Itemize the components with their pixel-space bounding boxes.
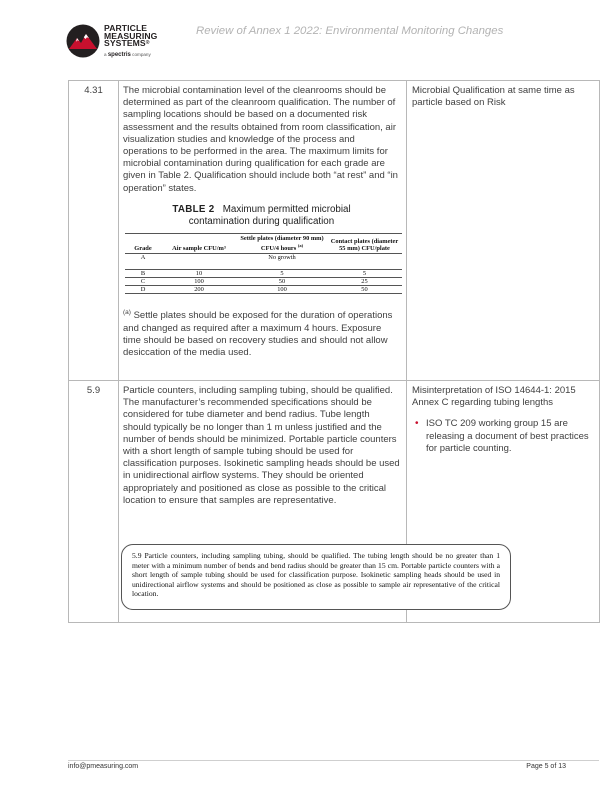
microbial-table-row — [125, 270, 402, 278]
table-2-caption — [123, 204, 400, 228]
table-2-label: TABLE 2 — [172, 203, 215, 215]
header-settle-note: (a) — [297, 243, 304, 249]
contact-cell: 5 — [327, 270, 402, 278]
footnote-text: Settle plates should be exposed for the duration of operations and changed as required after a maximum 4 hours. Exposure time should be based on recovery studies and should not allow desiccation of the media used. — [123, 310, 393, 358]
microbial-table-row — [125, 278, 402, 286]
logo-registered-mark: ® — [145, 40, 150, 47]
company-logo — [66, 22, 196, 62]
clause-number: 5.9 — [69, 381, 119, 623]
logo-wordmark — [104, 25, 157, 48]
comment-cell — [407, 81, 600, 381]
microbial-table-row — [125, 254, 402, 270]
settle-cell: 100 — [237, 286, 327, 294]
logo-line-1: PARTICLE — [104, 23, 148, 33]
list-item: • ISO TC 209 working group 15 are releasing a document of best practices for particle counting. — [412, 418, 595, 455]
comment-text: Microbial Qualification at same time as particle based on Risk — [412, 85, 575, 109]
clause-text: The microbial contamination level of the cleanrooms should be determined as part of the cleanroom qualification. The number of sampling locations should be based on a documented risk assessment and the results obtained from room classification, air visualization studies and knowledge of the process and operations to be performed in the area. The maximum limits for microbial contamination during qualification for each grade are given in Table 2. Qualification should include both “at rest” and “in operation” states. — [123, 85, 398, 194]
table-2-caption-line-1: Maximum permitted microbial — [222, 203, 351, 215]
page-number: Page 5 of 13 — [526, 763, 566, 770]
microbial-table-header-row — [125, 234, 402, 254]
grade-cell: B — [125, 270, 161, 278]
header-settle-text: Settle plates (diameter 90 mm) CFU/4 hours — [240, 235, 324, 253]
microbial-limits-table — [125, 233, 402, 294]
settle-cell: No growth — [237, 254, 327, 270]
footnote-mark: (a) — [123, 309, 131, 317]
page-header — [66, 22, 586, 62]
grade-cell: A — [125, 254, 161, 270]
table-2-caption-line-2: contamination during qualification — [188, 216, 335, 228]
settle-cell: 5 — [237, 270, 327, 278]
clause-text: Particle counters, including sampling tubing, should be qualified. The manufacturer’s recommended specifications should be considered for tube diameter and bend radius. Tube length should typically be no longer than 1 m unless justified and the number of bends should be minimized. Portable particle counters with a short length of sample tubing should be used for classification purposes. Isokinetic sampling heads should be used in unidirectional airflow systems. They should be oriented appropriately and positioned as close as possible to the critical location to ensure that samples are representative. — [123, 385, 400, 506]
clause-number: 4.31 — [69, 81, 119, 381]
air-cell: 200 — [161, 286, 237, 294]
contact-cell — [327, 254, 402, 270]
grade-cell: D — [125, 286, 161, 294]
logo-mountain-icon — [66, 24, 100, 58]
annex-comparison-table — [68, 80, 600, 623]
footer-email: info@pmeasuring.com — [68, 763, 139, 770]
grade-cell: C — [125, 278, 161, 286]
header-settle-plates — [237, 234, 327, 254]
comment-text: Misinterpretation of ISO 14644-1: 2015 Annex C regarding tubing lengths — [412, 385, 576, 409]
logo-sub-prefix: a — [104, 52, 107, 57]
settle-cell: 50 — [237, 278, 327, 286]
header-contact-plates: Contact plates (diameter 55 mm) CFU/plate — [327, 234, 402, 254]
air-cell: 10 — [161, 270, 237, 278]
header-grade: Grade — [125, 234, 161, 254]
logo-sub-brand: spectris — [107, 52, 131, 58]
table-2-footnote — [123, 310, 400, 359]
microbial-table-row — [125, 286, 402, 294]
logo-subline — [104, 52, 151, 58]
contact-cell: 25 — [327, 278, 402, 286]
air-cell — [161, 254, 237, 270]
footer-divider — [68, 760, 599, 761]
air-cell: 100 — [161, 278, 237, 286]
quoted-original-text-box: 5.9 Particle counters, including sampling tubing, should be qualified. The tubing length should be no greater than 1 meter with a minimum number of bends and bend radius should be greater than 15 cm. Portable particle counters with a short length of sample tubing should be used for classification purpose. Isokinetic sampling heads should be used in unidirectional airflow systems and should be positioned as close as possible to sample air representative of the critical location. — [121, 544, 511, 610]
logo-line-2: MEASURING — [104, 30, 158, 41]
logo-line-3: SYSTEMS — [104, 38, 146, 49]
contact-cell: 50 — [327, 286, 402, 294]
table-row — [69, 81, 600, 381]
clause-text-cell — [119, 81, 407, 381]
header-air-sample: Air sample CFU/m³ — [161, 234, 237, 254]
comment-bullet-list — [412, 418, 595, 455]
document-title: Review of Annex 1 2022: Environmental Monitoring Changes — [196, 25, 504, 37]
logo-sub-suffix: company — [132, 52, 151, 57]
